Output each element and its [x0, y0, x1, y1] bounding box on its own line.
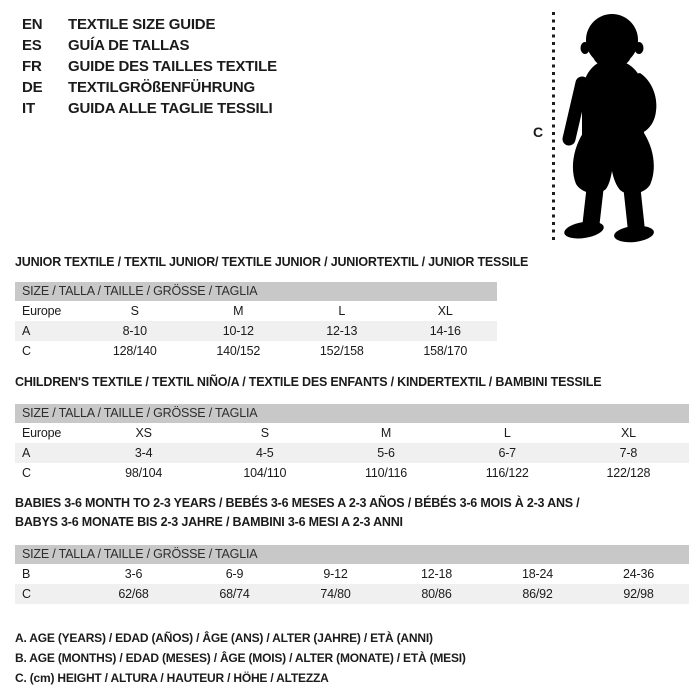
- size-cell: 3-4: [134, 446, 153, 460]
- language-label: GUÍA DE TALLAS: [68, 37, 190, 54]
- size-cell: XL: [620, 426, 636, 440]
- language-label: GUIDE DES TAILLES TEXTILE: [68, 58, 277, 75]
- table-row: [15, 443, 689, 463]
- size-cell: 4-5: [256, 446, 274, 460]
- row-label: C: [22, 344, 31, 358]
- section-title-junior: [15, 253, 528, 272]
- size-header-bar: SIZE / TALLA / TAILLE / GRÖSSE / TAGLIA: [15, 545, 689, 564]
- row-label: Europe: [22, 426, 62, 440]
- language-code: EN: [22, 16, 43, 33]
- row-label: A: [22, 446, 31, 460]
- size-cell: 92/98: [623, 587, 654, 601]
- language-row: [22, 56, 277, 77]
- row-label: A: [22, 324, 31, 338]
- size-cell: 140/152: [216, 344, 261, 358]
- size-cell: 5-6: [377, 446, 395, 460]
- language-label: GUIDA ALLE TAGLIE TESSILI: [68, 100, 273, 117]
- table-row: [15, 423, 689, 443]
- size-cell: 9-12: [323, 567, 348, 581]
- size-cell: L: [338, 304, 346, 318]
- size-cell: 128/140: [112, 344, 157, 358]
- section-title-line: CHILDREN'S TEXTILE / TEXTIL NIÑO/A / TEXTILE DES ENFANTS / KINDERTEXTIL / BAMBINI TESSILE: [15, 375, 602, 389]
- language-code: DE: [22, 79, 43, 96]
- height-measure-label: C: [533, 124, 544, 140]
- section-title-line: BABIES 3-6 MONTH TO 2-3 YEARS / BEBÉS 3-6 MESES A 2-3 AÑOS / BÉBÉS 3-6 MOIS À 2-3 ANS /: [15, 496, 580, 510]
- size-cell: 12-13: [326, 324, 358, 338]
- size-cell: XL: [437, 304, 453, 318]
- size-header-bar: SIZE / TALLA / TAILLE / GRÖSSE / TAGLIA: [15, 282, 497, 301]
- footnotes: [15, 628, 466, 688]
- size-cell: 116/122: [485, 466, 529, 480]
- size-cell: 62/68: [118, 587, 149, 601]
- language-row: [22, 98, 277, 119]
- size-cell: 122/128: [606, 466, 651, 480]
- size-cell: 158/170: [423, 344, 468, 358]
- size-cell: 10-12: [222, 324, 254, 338]
- language-label: TEXTILE SIZE GUIDE: [68, 16, 216, 33]
- section-title-babies: [15, 494, 579, 532]
- size-cell: 110/116: [365, 466, 407, 480]
- size-cell: S: [130, 304, 139, 318]
- size-cell: M: [380, 426, 392, 440]
- language-row: [22, 77, 277, 98]
- size-cell: 86/92: [522, 587, 553, 601]
- size-cell: 12-18: [421, 567, 452, 581]
- size-cell: 6-7: [498, 446, 516, 460]
- size-cell: 24-36: [623, 567, 654, 581]
- row-label: Europe: [22, 304, 62, 318]
- size-cell: 98/104: [125, 466, 163, 480]
- size-cell: 7-8: [619, 446, 638, 460]
- size-cell: 74/80: [320, 587, 351, 601]
- language-label: TEXTILGRÖßENFÜHRUNG: [68, 79, 256, 96]
- language-row: [22, 35, 277, 56]
- table-row: [15, 564, 689, 584]
- section-title-line: JUNIOR TEXTILE / TEXTIL JUNIOR/ TEXTILE JUNIOR / JUNIORTEXTIL / JUNIOR TESSILE: [15, 255, 529, 269]
- size-cell: M: [233, 304, 244, 318]
- language-list: [22, 14, 277, 119]
- language-code: IT: [22, 100, 35, 117]
- table-row: [15, 463, 689, 483]
- size-cell: L: [503, 426, 511, 440]
- footnote-line: A. AGE (YEARS) / EDAD (AÑOS) / ÂGE (ANS) / ALTER (JAHRE) / ETÀ (ANNI): [15, 631, 433, 645]
- table-row: [15, 341, 497, 361]
- footnote-line: B. AGE (MONTHS) / EDAD (MESES) / ÂGE (MOIS) / ALTER (MONATE) / ETÀ (MESI): [15, 651, 466, 665]
- size-cell: 3-6: [124, 567, 143, 581]
- size-cell: 8-10: [122, 324, 147, 338]
- children-size-table: [15, 404, 689, 483]
- size-cell: S: [260, 426, 269, 440]
- section-title-children: [15, 373, 601, 392]
- language-code: ES: [22, 37, 42, 54]
- footnote-line: C. (cm) HEIGHT / ALTURA / HAUTEUR / HÖHE / ALTEZZA: [15, 671, 329, 685]
- size-cell: 152/158: [319, 344, 364, 358]
- babies-size-table: [15, 545, 689, 604]
- size-cell: 68/74: [219, 587, 250, 601]
- table-row: [15, 321, 497, 341]
- language-row: [22, 14, 277, 35]
- size-cell: 18-24: [522, 567, 553, 581]
- size-cell: 80/86: [421, 587, 452, 601]
- row-label: C: [22, 587, 31, 601]
- row-label: C: [22, 466, 31, 480]
- size-cell: 6-9: [225, 567, 244, 581]
- size-cell: XS: [135, 426, 152, 440]
- size-header-bar: SIZE / TALLA / TAILLE / GRÖSSE / TAGLIA: [15, 404, 689, 423]
- size-cell: 14-16: [429, 324, 461, 338]
- junior-size-table: [15, 282, 497, 361]
- row-label: B: [22, 567, 31, 581]
- language-code: FR: [22, 58, 42, 75]
- toddler-silhouette-icon: [562, 11, 664, 243]
- table-row: [15, 584, 689, 604]
- height-measure-dashed-line: [552, 12, 555, 244]
- size-cell: 104/110: [243, 466, 287, 480]
- section-title-line: BABYS 3-6 MONATE BIS 2-3 JAHRE / BAMBINI 3-6 MESI A 2-3 ANNI: [15, 515, 403, 529]
- table-row: [15, 301, 497, 321]
